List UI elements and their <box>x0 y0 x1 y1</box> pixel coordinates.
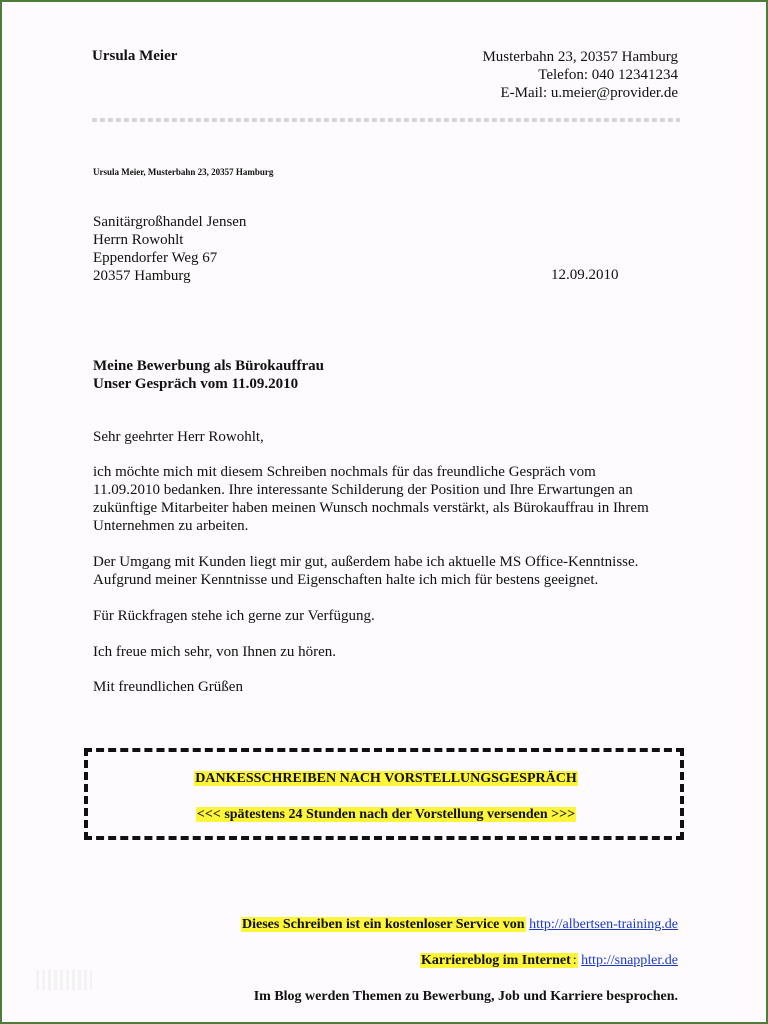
paragraph-2-line: Aufgrund meiner Kenntnisse und Eigenschaften halte ich mich für bestens geeignet. <box>93 572 599 588</box>
notice-title: DANKESSCHREIBEN NACH VORSTELLUNGSGESPRÄCH <box>195 771 577 786</box>
paragraph-1 <box>93 463 693 535</box>
paragraph-1-line: 11.09.2010 bedanken. Ihre interessante Schilderung der Position und Ihre Erwartungen an <box>93 482 633 498</box>
sender-address: Musterbahn 23, 20357 Hamburg <box>482 49 678 65</box>
blog-link[interactable]: http://snappler.de <box>581 953 678 968</box>
recipient-company: Sanitärgroßhandel Jensen <box>93 214 247 230</box>
blog-footer-line <box>420 953 678 969</box>
paragraph-4: Ich freue mich sehr, von Ihnen zu hören. <box>93 644 337 660</box>
sender-email: E-Mail: u.meier@provider.de <box>500 85 678 101</box>
recipient-block <box>93 213 246 285</box>
paragraph-2 <box>93 553 693 589</box>
blog-text: Karriereblog im Internet <box>420 953 571 968</box>
recipient-street: Eppendorfer Weg 67 <box>93 250 218 266</box>
service-link[interactable]: http://albertsen-training.de <box>529 917 678 932</box>
paragraph-1-line: zukünftige Mitarbeiter haben meinen Wunsch nochmals verstärkt, als Bürokauffrau in Ihrem <box>93 500 649 516</box>
sender-contact-block <box>482 48 678 102</box>
service-footer-line <box>241 917 678 933</box>
return-address-line: Ursula Meier, Musterbahn 23, 20357 Hamburg <box>93 167 274 177</box>
closing-line: Mit freundlichen Grüßen <box>93 679 243 695</box>
notice-hint-row <box>2 807 768 823</box>
subject-block <box>93 357 324 393</box>
letter-date: 12.09.2010 <box>551 267 619 283</box>
blog-topics-line: Im Blog werden Themen zu Bewerbung, Job und Karriere besprochen. <box>253 989 678 1004</box>
subject-line-1: Meine Bewerbung als Bürokauffrau <box>93 358 324 374</box>
faint-watermark <box>36 970 92 990</box>
paragraph-2-line: Der Umgang mit Kunden liegt mir gut, außerdem habe ich aktuelle MS Office-Kenntnisse. <box>93 554 639 570</box>
sender-name: Ursula Meier <box>92 48 178 64</box>
notice-hint: <<< spätestens 24 Stunden nach der Vorstellung versenden >>> <box>196 807 576 822</box>
recipient-person: Herrn Rowohlt <box>93 232 184 248</box>
service-text: Dieses Schreiben ist ein kostenloser Service von <box>242 917 525 932</box>
subject-line-2: Unser Gespräch vom 11.09.2010 <box>93 376 299 392</box>
header-separator <box>92 118 680 122</box>
paragraph-1-line: Unternehmen zu arbeiten. <box>93 518 249 534</box>
notice-title-row <box>2 771 768 787</box>
salutation: Sehr geehrter Herr Rowohlt, <box>93 429 264 445</box>
paragraph-3: Für Rückfragen stehe ich gerne zur Verfügung. <box>93 608 375 624</box>
notice-box <box>84 748 684 840</box>
paragraph-1-line: ich möchte mich mit diesem Schreiben nochmals für das freundliche Gespräch vom <box>93 464 596 480</box>
sender-phone: Telefon: 040 12341234 <box>538 67 678 83</box>
recipient-city: 20357 Hamburg <box>93 268 191 284</box>
blog-colon: : <box>572 953 577 968</box>
